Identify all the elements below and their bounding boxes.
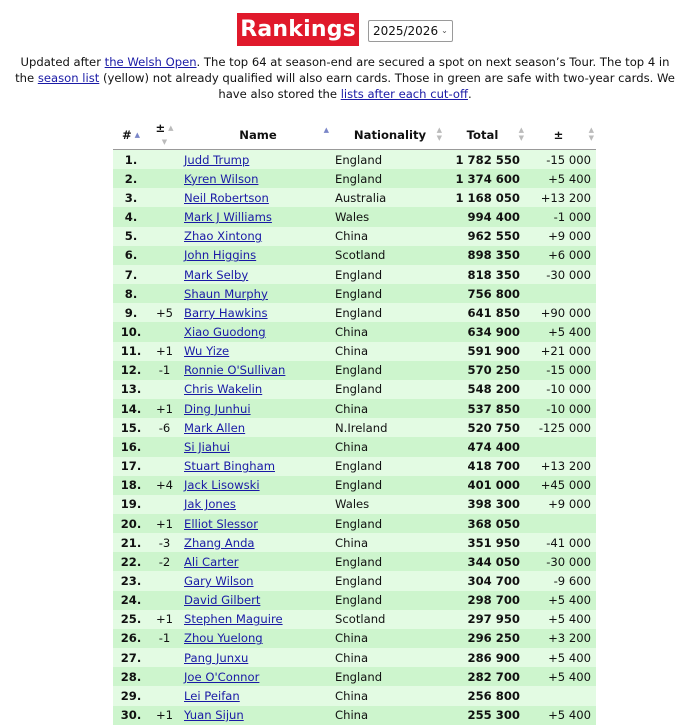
points-diff: -41 000 (546, 535, 591, 550)
points-diff: +90 000 (540, 305, 591, 320)
rank-position: 2. (124, 171, 138, 186)
rankings-table (113, 121, 596, 725)
rank-change (149, 437, 180, 456)
rank-position: 20. (120, 516, 142, 531)
player-name-cell (180, 322, 332, 341)
table-row (113, 418, 596, 437)
player-name-cell (180, 457, 332, 476)
total-points: 818 350 (467, 267, 520, 282)
player-link[interactable]: Mark J Williams (184, 210, 272, 225)
player-link[interactable]: Wu Yize (184, 344, 230, 359)
player-name-cell (180, 686, 332, 705)
nationality: China (335, 688, 369, 703)
rank-change: +4 (155, 478, 174, 493)
rank-position: 14. (120, 401, 142, 416)
player-link[interactable]: Chris Wakelin (184, 382, 263, 397)
table-row (113, 342, 596, 361)
nationality: Scotland (335, 612, 386, 627)
points-diff: -10 000 (546, 401, 591, 416)
intro-part1: Updated after (20, 55, 105, 69)
rank-change (149, 457, 180, 476)
nationality: China (335, 401, 369, 416)
cutoff-lists-link[interactable]: lists after each cut-off (340, 87, 468, 101)
total-points: 256 800 (467, 688, 520, 703)
table-row (113, 303, 596, 322)
rank-change (149, 322, 180, 341)
table-row (113, 169, 596, 188)
player-name-cell (180, 303, 332, 322)
sort-icon: ▲ ▼ (436, 126, 442, 142)
nationality: China (335, 631, 369, 646)
total-points: 1 374 600 (455, 171, 520, 186)
rank-change: +1 (155, 401, 174, 416)
total-points: 520 750 (467, 420, 520, 435)
rank-change: +5 (155, 305, 174, 320)
total-points: 296 250 (467, 631, 520, 646)
rank-position: 9. (124, 305, 138, 320)
player-name-cell (180, 495, 332, 514)
player-link[interactable]: Stuart Bingham (184, 459, 275, 474)
table-row (113, 610, 596, 629)
total-points: 756 800 (467, 286, 520, 301)
rank-position: 21. (120, 535, 142, 550)
rank-change (149, 667, 180, 686)
table-body (113, 150, 596, 725)
total-points: 297 950 (467, 612, 520, 627)
table-row (113, 246, 596, 265)
sort-icon: ▲ ▼ (588, 126, 594, 142)
points-diff (526, 284, 596, 303)
player-name-cell (180, 227, 332, 246)
rank-change (149, 265, 180, 284)
total-points: 255 300 (467, 708, 520, 723)
intro-text (12, 54, 678, 102)
player-link[interactable]: Ronnie O'Sullivan (184, 363, 286, 378)
nationality: England (335, 305, 383, 320)
player-name-cell (180, 648, 332, 667)
total-points: 994 400 (467, 210, 520, 225)
chevron-down-icon: ⌄ (441, 25, 448, 35)
table-row (113, 552, 596, 571)
rank-change: +1 (155, 344, 174, 359)
intro-part3: (yellow) not already qualified will also earn cards. Those in green are safe with two-year cards. We have also stored the (99, 71, 675, 101)
points-diff: -9 600 (553, 574, 591, 589)
player-link[interactable]: Elliot Slessor (184, 516, 258, 531)
table-row (113, 648, 596, 667)
player-name-cell (180, 418, 332, 437)
rank-change (149, 188, 180, 207)
player-link[interactable]: Zhang Anda (184, 535, 255, 550)
points-diff: +13 200 (540, 190, 591, 205)
player-name-cell (180, 629, 332, 648)
total-points: 591 900 (467, 344, 520, 359)
season-select-value: 2025/2026 (372, 23, 439, 38)
table-row (113, 227, 596, 246)
player-name-cell (180, 342, 332, 361)
rank-change: +1 (155, 708, 174, 723)
player-link[interactable]: Joe O'Connor (184, 669, 260, 684)
nationality: China (335, 324, 369, 339)
rank-change: -1 (158, 631, 171, 646)
player-name-cell (180, 399, 332, 418)
points-diff: +13 200 (540, 459, 591, 474)
table-row (113, 495, 596, 514)
nationality: N.Ireland (335, 420, 388, 435)
player-link[interactable]: Ding Junhui (184, 401, 251, 416)
total-points: 368 050 (467, 516, 520, 531)
rank-position: 7. (124, 267, 138, 282)
player-name-cell (180, 514, 332, 533)
player-name-cell (180, 380, 332, 399)
points-diff: -30 000 (546, 554, 591, 569)
header-pos[interactable]: # ▲ (113, 121, 149, 150)
rank-change: -1 (158, 363, 171, 378)
player-name-cell (180, 437, 332, 456)
intro-part2: . The top 64 at season-end are secured a spot on next season’s Tour. The top 4 in the (15, 55, 670, 85)
player-link[interactable]: Judd Trump (184, 152, 250, 167)
table-row (113, 591, 596, 610)
table-row (113, 265, 596, 284)
nationality: England (335, 516, 383, 531)
nationality: Australia (335, 190, 387, 205)
rank-position: 24. (120, 593, 142, 608)
player-name-cell (180, 552, 332, 571)
nationality: Wales (335, 210, 370, 225)
player-name-cell (180, 610, 332, 629)
points-diff: +5 400 (548, 669, 591, 684)
rank-change (149, 648, 180, 667)
total-points: 401 000 (467, 478, 520, 493)
nationality: England (335, 286, 383, 301)
player-name-cell (180, 667, 332, 686)
rank-position: 18. (120, 478, 142, 493)
total-points: 570 250 (467, 363, 520, 378)
total-points: 1 782 550 (455, 152, 520, 167)
total-points: 548 200 (467, 382, 520, 397)
rank-change (149, 169, 180, 188)
rank-change (149, 495, 180, 514)
player-link[interactable]: John Higgins (184, 248, 257, 263)
rank-change (149, 380, 180, 399)
points-diff: +5 400 (548, 324, 591, 339)
intro-part4: . (467, 87, 472, 101)
rank-position: 1. (124, 152, 138, 167)
player-link[interactable]: Xiao Guodong (184, 324, 266, 339)
rank-position: 12. (120, 363, 142, 378)
player-link[interactable]: Yuan Sijun (184, 708, 244, 723)
rank-position: 6. (124, 248, 138, 263)
rank-change (149, 571, 180, 590)
table-row (113, 667, 596, 686)
player-link[interactable]: Kyren Wilson (184, 171, 259, 186)
rank-position: 3. (124, 190, 138, 205)
sort-asc-icon: ▲ (323, 126, 329, 134)
total-points: 898 350 (467, 248, 520, 263)
player-link[interactable]: Mark Allen (184, 420, 246, 435)
total-points: 304 700 (467, 574, 520, 589)
table-row (113, 361, 596, 380)
player-name-cell (180, 361, 332, 380)
total-points: 344 050 (467, 554, 520, 569)
total-points: 474 400 (467, 439, 520, 454)
rank-change (149, 591, 180, 610)
player-link[interactable]: Jak Jones (184, 497, 236, 512)
player-link[interactable]: Pang Junxu (184, 650, 249, 665)
rank-position: 17. (120, 459, 142, 474)
rank-change (149, 227, 180, 246)
player-name-cell (180, 265, 332, 284)
points-diff: +6 000 (548, 248, 591, 263)
player-link[interactable]: Lei Peifan (184, 688, 240, 703)
player-name-cell (180, 284, 332, 303)
header-total[interactable]: Total ▲ ▼ (445, 121, 526, 150)
rank-position: 29. (120, 688, 142, 703)
points-diff: +5 400 (548, 593, 591, 608)
header-nationality[interactable]: Nationality ▲ ▼ (332, 121, 445, 150)
nationality: England (335, 363, 383, 378)
rank-change: -6 (158, 420, 171, 435)
rank-change: +1 (155, 612, 174, 627)
rank-position: 13. (120, 382, 142, 397)
nationality: England (335, 152, 383, 167)
total-points: 641 850 (467, 305, 520, 320)
player-name-cell (180, 706, 332, 725)
table-row (113, 284, 596, 303)
nationality: China (335, 650, 369, 665)
table-row (113, 476, 596, 495)
nationality: China (335, 708, 369, 723)
player-link[interactable]: David Gilbert (184, 593, 261, 608)
points-diff: -15 000 (546, 152, 591, 167)
table-row (113, 399, 596, 418)
rank-position: 11. (120, 344, 142, 359)
table-row (113, 686, 596, 705)
rank-change: -2 (158, 554, 171, 569)
rank-change (149, 686, 180, 705)
table-row (113, 457, 596, 476)
total-points: 298 700 (467, 593, 520, 608)
points-diff: -15 000 (546, 363, 591, 378)
total-points: 286 900 (467, 650, 520, 665)
player-link[interactable]: Ali Carter (184, 554, 239, 569)
season-list-link[interactable]: season list (37, 71, 100, 85)
rank-position: 8. (124, 286, 138, 301)
header (0, 13, 690, 46)
nationality: England (335, 478, 383, 493)
header-name[interactable]: Name ▲ (180, 121, 332, 150)
table-header-row (113, 121, 596, 150)
player-link[interactable]: Si Jiahui (184, 439, 230, 454)
points-diff: -10 000 (546, 382, 591, 397)
rank-position: 23. (120, 574, 142, 589)
player-link[interactable]: Mark Selby (184, 267, 249, 282)
rank-change: +1 (155, 516, 174, 531)
sort-icon: ▲ ▼ (518, 126, 524, 142)
rank-change (149, 246, 180, 265)
rank-position: 26. (120, 631, 142, 646)
player-name-cell (180, 591, 332, 610)
player-name-cell (180, 169, 332, 188)
rank-change: -3 (158, 535, 171, 550)
points-diff (526, 514, 596, 533)
points-diff: +9 000 (548, 497, 591, 512)
points-diff: +3 200 (548, 631, 591, 646)
nationality: England (335, 574, 383, 589)
total-points: 398 300 (467, 497, 520, 512)
nationality: Scotland (335, 248, 386, 263)
nationality: England (335, 669, 383, 684)
player-name-cell (180, 533, 332, 552)
header-diff[interactable]: ± ▲ ▼ (526, 121, 596, 150)
player-name-cell (180, 571, 332, 590)
points-diff: +5 400 (548, 650, 591, 665)
player-link[interactable]: Gary Wilson (184, 574, 254, 589)
points-diff: -125 000 (538, 420, 591, 435)
table-row (113, 533, 596, 552)
rank-position: 30. (120, 708, 142, 723)
total-points: 962 550 (467, 229, 520, 244)
rank-position: 16. (120, 439, 142, 454)
nationality: England (335, 459, 383, 474)
nationality: England (335, 554, 383, 569)
table-row (113, 571, 596, 590)
total-points: 634 900 (467, 324, 520, 339)
table-row (113, 629, 596, 648)
points-diff: -1 000 (553, 210, 591, 225)
player-link[interactable]: Zhou Yuelong (184, 631, 263, 646)
player-name-cell (180, 188, 332, 207)
season-select[interactable] (368, 20, 453, 42)
table-row (113, 150, 596, 170)
table-row (113, 380, 596, 399)
points-diff: +21 000 (540, 344, 591, 359)
table-row (113, 188, 596, 207)
points-diff: +9 000 (548, 229, 591, 244)
sort-icon: ▲ ▼ (161, 124, 174, 146)
nationality: China (335, 535, 369, 550)
player-name-cell (180, 150, 332, 170)
points-diff: -30 000 (546, 267, 591, 282)
player-link[interactable]: Shaun Murphy (184, 286, 268, 301)
points-diff (526, 437, 596, 456)
player-name-cell (180, 246, 332, 265)
rank-position: 5. (124, 229, 138, 244)
nationality: Wales (335, 497, 370, 512)
nationality: China (335, 229, 369, 244)
table-row (113, 322, 596, 341)
page-title: Rankings (237, 13, 359, 46)
nationality: China (335, 344, 369, 359)
total-points: 418 700 (467, 459, 520, 474)
rank-change (149, 207, 180, 226)
points-diff: +5 400 (548, 708, 591, 723)
points-diff (526, 686, 596, 705)
player-link[interactable]: Stephen Maguire (184, 612, 283, 627)
table-row (113, 514, 596, 533)
rank-position: 22. (120, 554, 142, 569)
rank-position: 4. (124, 210, 138, 225)
table-row (113, 706, 596, 725)
rank-change (149, 150, 180, 170)
rank-position: 28. (120, 669, 142, 684)
rank-position: 10. (120, 324, 142, 339)
player-link[interactable]: Barry Hawkins (184, 305, 268, 320)
rank-position: 27. (120, 650, 142, 665)
rank-position: 25. (120, 612, 142, 627)
total-points: 1 168 050 (455, 190, 520, 205)
table-row (113, 207, 596, 226)
points-diff: +45 000 (540, 478, 591, 493)
player-link[interactable]: Jack Lisowski (184, 478, 260, 493)
points-diff: +5 400 (548, 171, 591, 186)
header-change[interactable]: ± ▲ ▼ (149, 121, 180, 150)
player-name-cell (180, 207, 332, 226)
nationality: England (335, 267, 383, 282)
nationality: England (335, 171, 383, 186)
rank-position: 15. (120, 420, 142, 435)
nationality: China (335, 439, 369, 454)
points-diff: +5 400 (548, 612, 591, 627)
player-name-cell (180, 476, 332, 495)
total-points: 351 950 (467, 535, 520, 550)
rank-position: 19. (120, 497, 142, 512)
total-points: 282 700 (467, 669, 520, 684)
rank-change (149, 284, 180, 303)
table-row (113, 437, 596, 456)
player-link[interactable]: Neil Robertson (184, 190, 269, 205)
player-link[interactable]: Zhao Xintong (184, 229, 263, 244)
nationality: England (335, 382, 383, 397)
welsh-open-link[interactable]: the Welsh Open (104, 55, 197, 69)
nationality: England (335, 593, 383, 608)
total-points: 537 850 (467, 401, 520, 416)
sort-asc-icon: ▲ (134, 131, 141, 139)
